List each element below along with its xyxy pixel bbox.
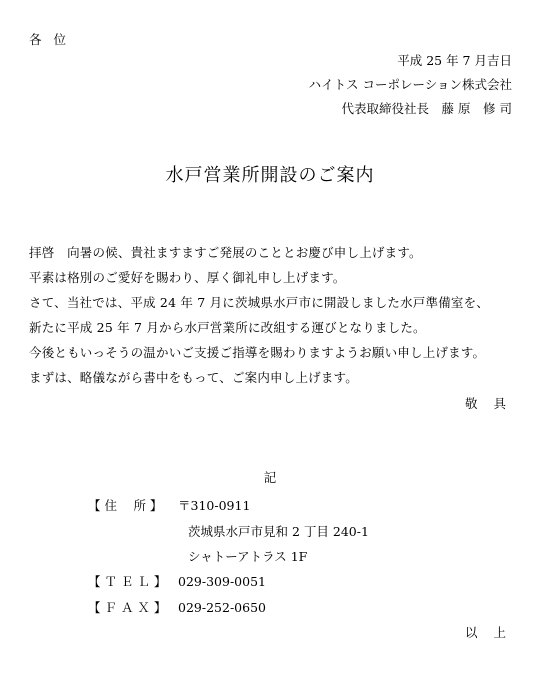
body-paragraph: まずは、略儀ながら書中をもって、ご案内申し上げます。 [29,370,358,385]
tel-label: 【 Ｔ Ｅ Ｌ 】 [88,574,167,589]
postal-code: 〒310-0911 [178,498,251,513]
signer-name: 代表取締役社長 藤 原 修 司 [341,101,512,116]
closing-keigu: 敬 具 [465,396,512,411]
address-line-1: 茨城県水戸市見和 2 丁目 240-1 [188,524,369,539]
body-paragraph: 平素は格別のご愛好を賜わり、厚く御礼申し上げます。 [29,270,346,285]
body-paragraph: 今後ともいっそうの温かいご支援ご指導を賜わりますようお願い申し上げます。 [29,345,486,360]
fax-number: 029-252-0650 [178,600,266,615]
fax-label: 【 Ｆ Ａ Ｘ 】 [88,600,167,615]
body-paragraph: 新たに平成 25 年 7 月から水戸営業所に改組する運びとなりました。 [29,320,426,335]
body-paragraph: 拝啓 向暑の候、貴社ますますご発展のこととお慶び申し上げます。 [29,245,422,260]
notes-heading: 記 [263,470,277,485]
address-line-2: シャトーアトラス 1F [188,549,308,564]
company-name: ハイトス コーポレーション株式会社 [308,77,512,92]
closing-ijou: 以 上 [465,625,512,640]
addressee: 各 位 [29,32,70,47]
body-paragraph: さて、当社では、平成 24 年 7 月に茨城県水戸市に開設しました水戸準備室を、 [29,295,490,310]
issue-date: 平成 25 年 7 月吉日 [397,53,512,68]
tel-number: 029-309-0051 [178,574,266,589]
document-title: 水戸営業所開設のご案内 [165,165,375,186]
address-label: 【 住 所 】 [88,498,163,513]
